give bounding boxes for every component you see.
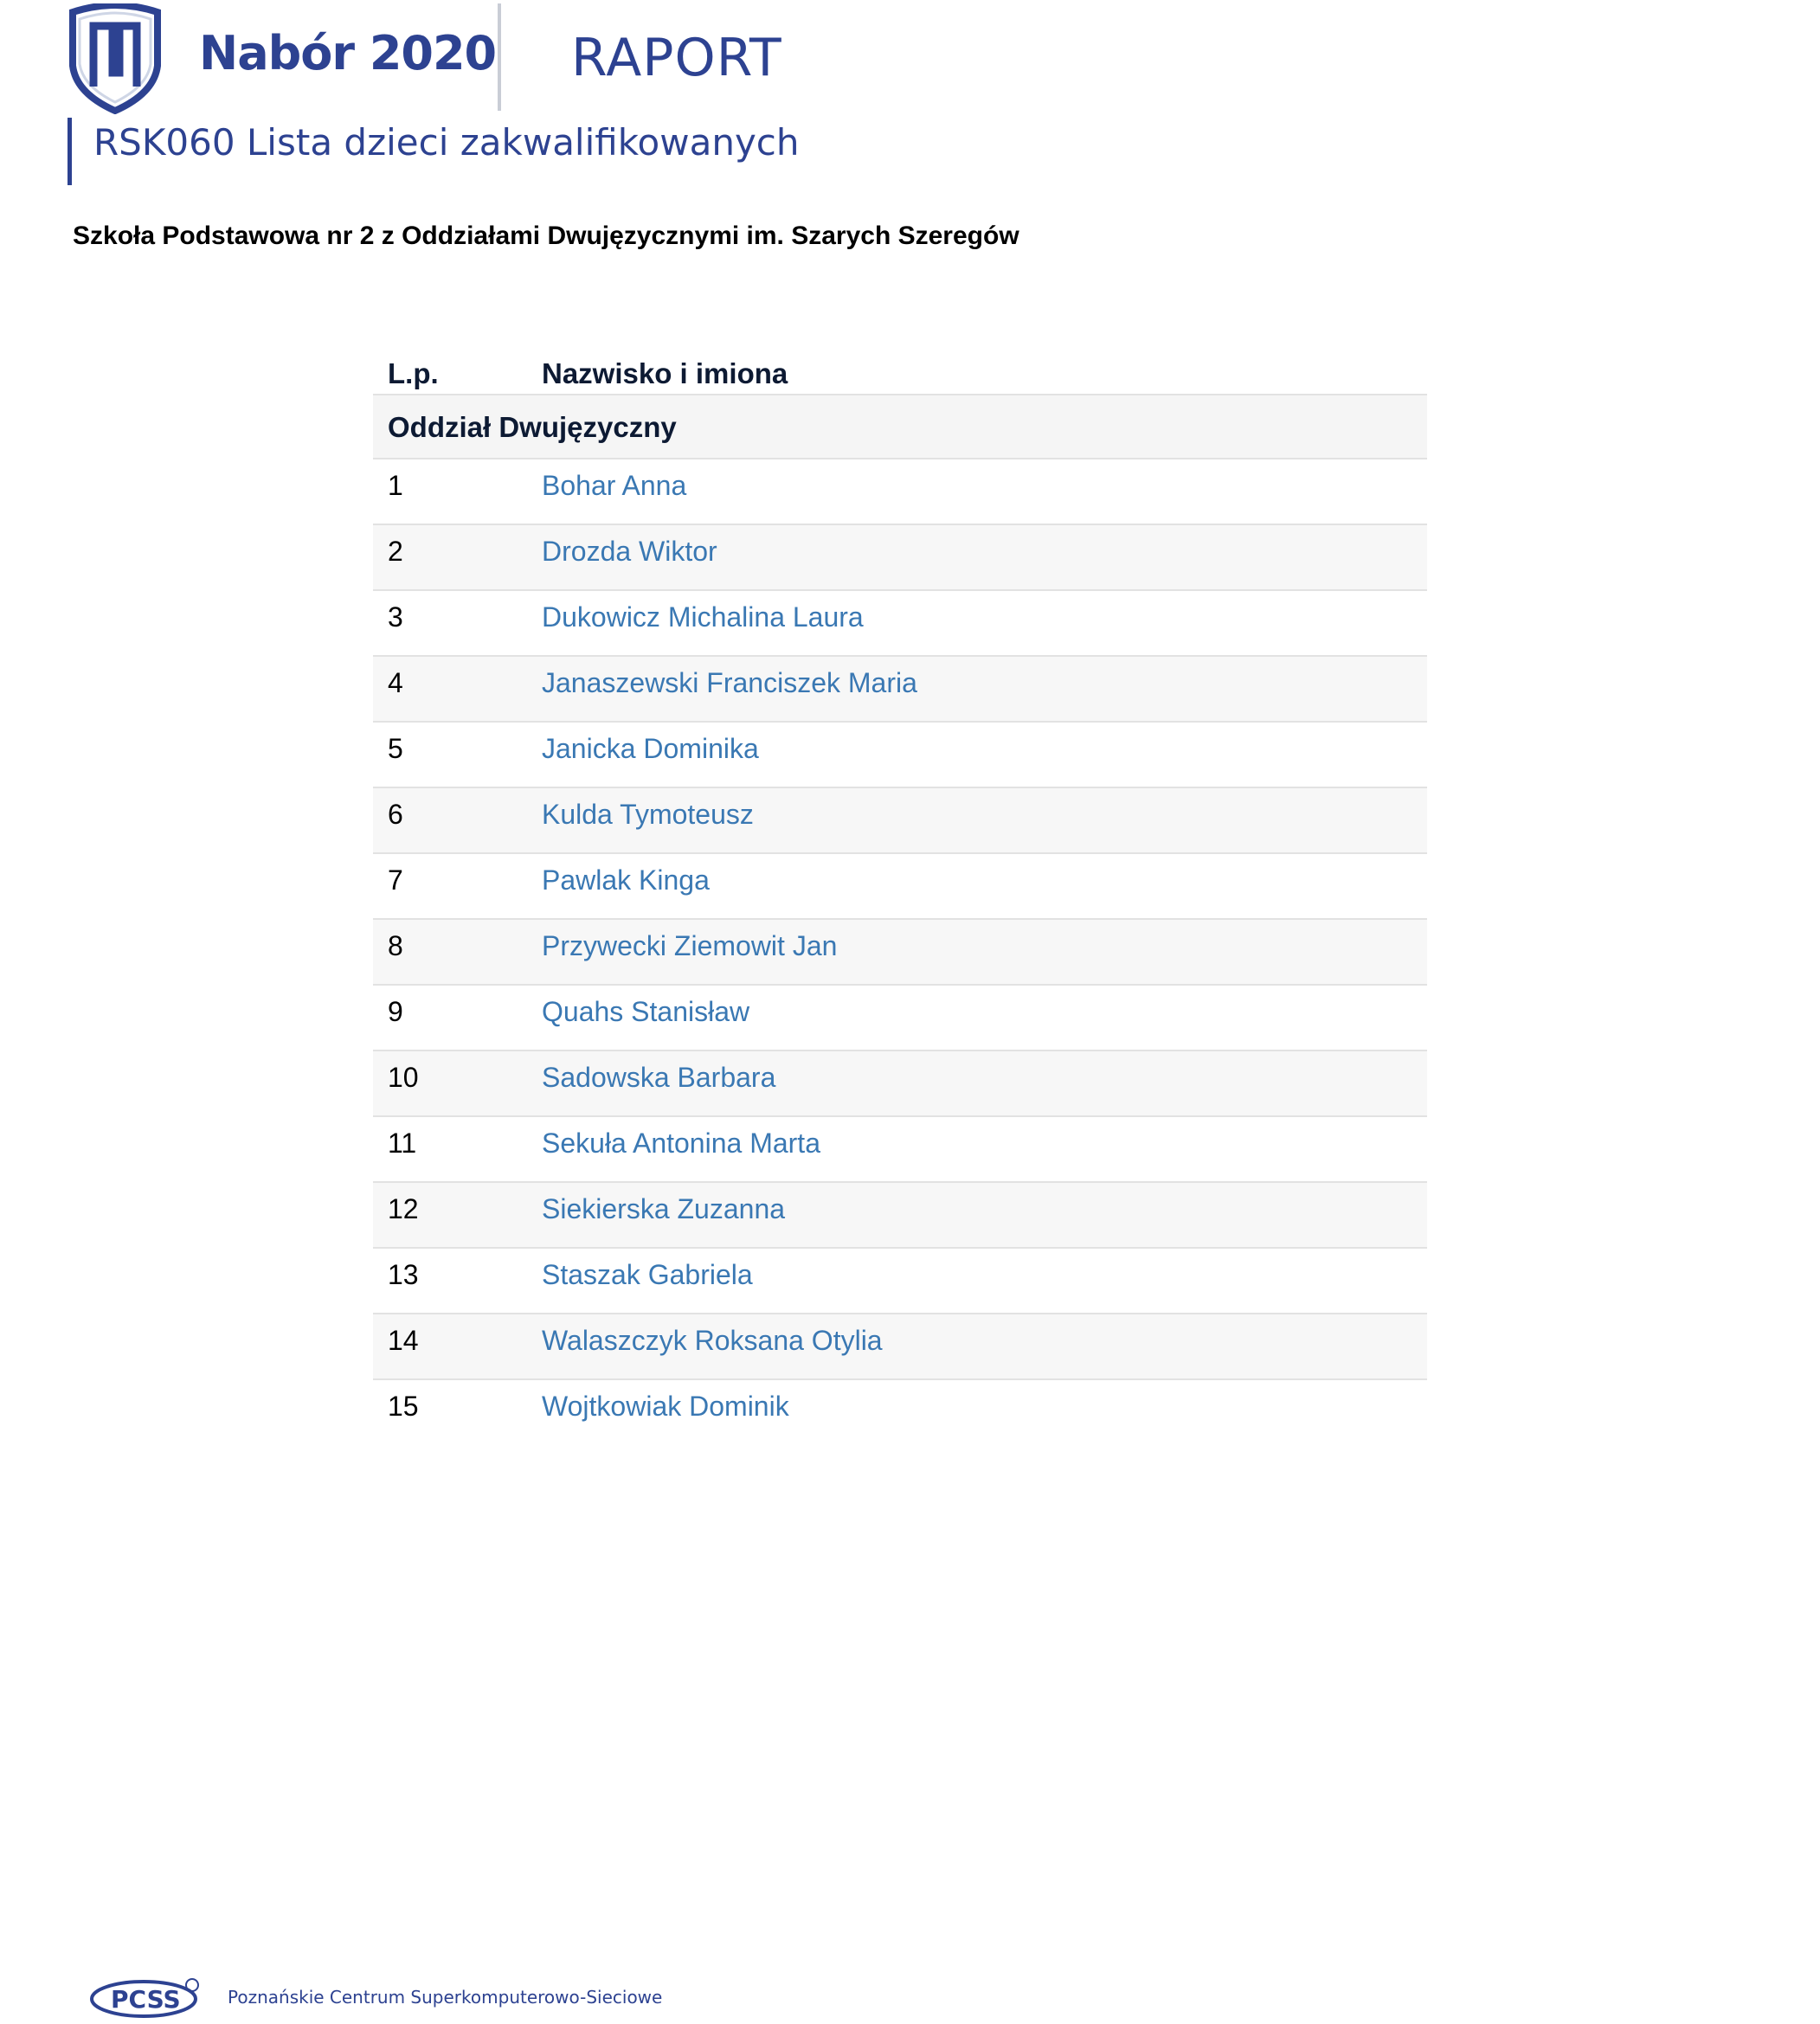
child-name-link[interactable]: Sadowska Barbara [542, 1062, 776, 1093]
child-name-link[interactable]: Przywecki Ziemowit Jan [542, 930, 838, 961]
row-number: 2 [388, 536, 403, 567]
column-header-lp: L.p. [388, 357, 439, 389]
table-row [373, 591, 1427, 657]
qualified-children-table [373, 350, 1427, 1446]
footer-org-name: Poznańskie Centrum Superkomputerowo-Sieciowe [228, 1987, 663, 2008]
row-number: 12 [388, 1193, 419, 1224]
table-body [373, 459, 1427, 1446]
table-row [373, 525, 1427, 591]
row-number: 13 [388, 1259, 419, 1290]
report-title: RSK060 Lista dzieci zakwalifikowanych [93, 121, 800, 164]
nabor-shield-logo [68, 3, 163, 114]
row-number: 7 [388, 864, 403, 896]
child-name-link[interactable]: Walaszczyk Roksana Otylia [542, 1325, 883, 1356]
table-row [373, 1051, 1427, 1117]
child-name-link[interactable]: Wojtkowiak Dominik [542, 1391, 789, 1422]
row-number: 15 [388, 1391, 419, 1422]
row-number: 9 [388, 996, 403, 1027]
header-divider [498, 3, 501, 111]
child-name-link[interactable]: Janaszewski Franciszek Maria [542, 667, 917, 698]
child-name-link[interactable]: Bohar Anna [542, 470, 687, 501]
child-name-link[interactable]: Siekierska Zuzanna [542, 1193, 786, 1224]
brand-title: Nabór 2020 [199, 26, 497, 80]
group-label: Oddział Dwujęzyczny [388, 411, 677, 443]
table-row [373, 1249, 1427, 1314]
table-row [373, 1314, 1427, 1380]
report-title-accent-bar [68, 118, 72, 185]
row-number: 3 [388, 601, 403, 633]
row-number: 4 [388, 667, 403, 698]
row-number: 5 [388, 733, 403, 764]
table-row [373, 459, 1427, 525]
table-row [373, 854, 1427, 920]
child-name-link[interactable]: Dukowicz Michalina Laura [542, 601, 864, 633]
column-header-name: Nazwisko i imiona [542, 357, 788, 389]
child-name-link[interactable]: Drozda Wiktor [542, 536, 717, 567]
pcss-logo-text: PCSS [111, 1985, 181, 2014]
child-name-link[interactable]: Staszak Gabriela [542, 1259, 753, 1290]
row-number: 1 [388, 470, 403, 501]
row-number: 11 [388, 1128, 417, 1159]
table-row [373, 657, 1427, 723]
row-number: 10 [388, 1062, 419, 1093]
child-name-link[interactable]: Pawlak Kinga [542, 864, 710, 896]
pcss-logo [90, 1976, 203, 2020]
table-row [373, 986, 1427, 1051]
table-row [373, 1380, 1427, 1446]
child-name-link[interactable]: Sekuła Antonina Marta [542, 1128, 820, 1159]
child-name-link[interactable]: Janicka Dominika [542, 733, 759, 764]
child-name-link[interactable]: Kulda Tymoteusz [542, 799, 754, 830]
child-name-link[interactable]: Quahs Stanisław [542, 996, 750, 1027]
row-number: 6 [388, 799, 403, 830]
raport-title: RAPORT [571, 28, 782, 88]
school-name: Szkoła Podstawowa nr 2 z Oddziałami Dwujęzycznymi im. Szarych Szeregów [73, 222, 1019, 250]
table-row [373, 920, 1427, 986]
table-header [373, 350, 1427, 395]
table-row [373, 1117, 1427, 1183]
table-row [373, 723, 1427, 788]
row-number: 14 [388, 1325, 419, 1356]
group-header-row [373, 395, 1427, 459]
row-number: 8 [388, 930, 403, 961]
table-row [373, 788, 1427, 854]
table-row [373, 1183, 1427, 1249]
